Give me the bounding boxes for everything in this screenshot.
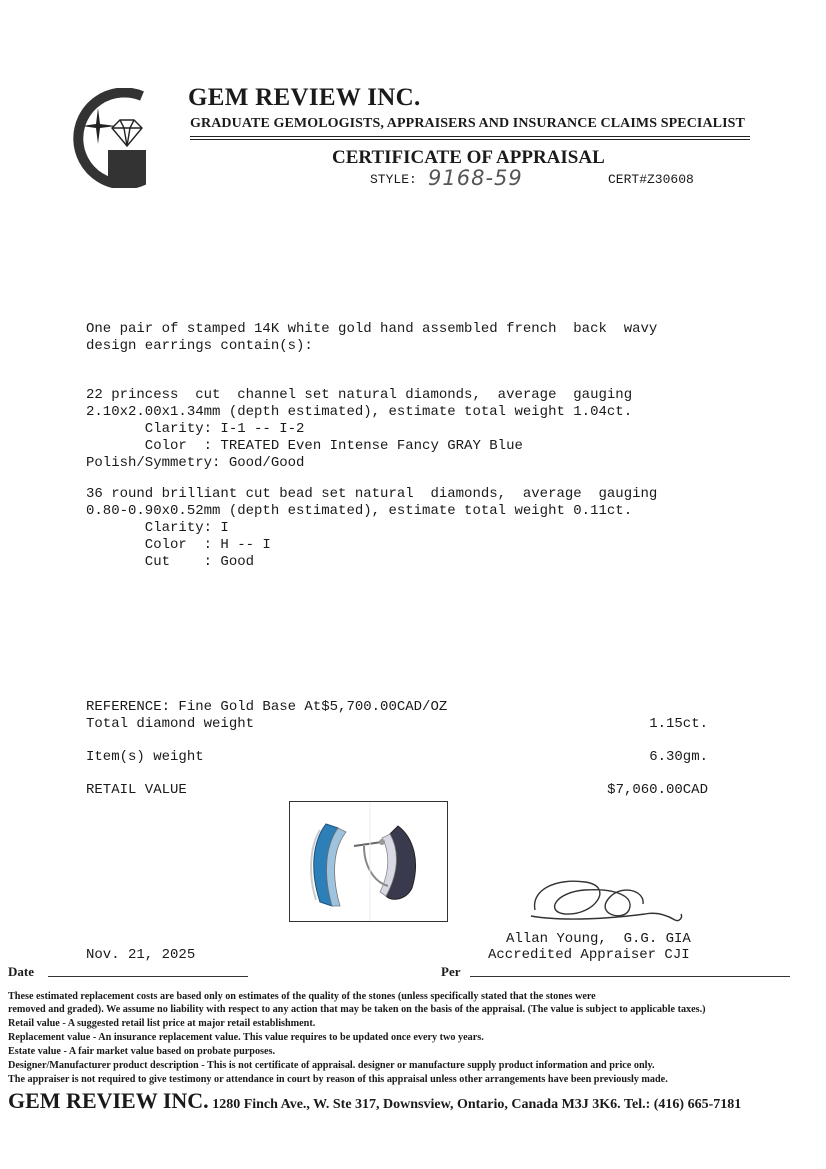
disclaimer-line: removed and graded). We assume no liability with respect to any action that may be taken on the basis of the appraisal. (The value is subject to applicable taxes.): [8, 1004, 706, 1015]
appraiser-name: Allan Young, G.G. GIA: [506, 931, 691, 947]
header-rule-top: [190, 136, 750, 137]
footer-brand: GEM REVIEW INC.: [8, 1088, 209, 1113]
style-label: STYLE:: [370, 172, 417, 187]
stone-group-princess: [86, 387, 632, 472]
earrings-photo: [289, 801, 448, 922]
certificate-title: CERTIFICATE OF APPRAISAL: [332, 147, 605, 168]
stone-line: 2.10x2.00x1.34mm (depth estimated), estimate total weight 1.04ct.: [86, 404, 633, 420]
reference-line: REFERENCE: Fine Gold Base At$5,700.00CAD/OZ: [86, 699, 448, 715]
header-rule-bottom: [190, 139, 750, 140]
stone-line: 0.80-0.90x0.52mm (depth estimated), estimate total weight 0.11ct.: [86, 503, 633, 519]
appraiser-title: Accredited Appraiser CJI: [488, 947, 690, 963]
disclaimer-line: Estate value - A fair market value based on probate purposes.: [8, 1046, 276, 1057]
footer-brand-line: [8, 1088, 741, 1114]
stone-line: Color : H -- I: [86, 537, 271, 553]
appraisal-date: Nov. 21, 2025: [86, 947, 196, 963]
company-name: GEM REVIEW INC.: [188, 84, 421, 111]
retail-value: $7,060.00CAD: [607, 782, 708, 798]
gem-review-logo: [62, 88, 154, 188]
per-underline: [470, 976, 790, 977]
item-weight-label: Item(s) weight: [86, 749, 204, 765]
appraiser-signature: [525, 870, 685, 932]
company-tagline: GRADUATE GEMOLOGISTS, APPRAISERS AND INSURANCE CLAIMS SPECIALIST: [190, 116, 745, 131]
stone-line: Color : TREATED Even Intense Fancy GRAY Blue: [86, 438, 523, 454]
footer-address: 1280 Finch Ave., W. Ste 317, Downsview, Ontario, Canada M3J 3K6. Tel.: (416) 665-7181: [208, 1097, 742, 1112]
total-diamond-value: 1.15ct.: [649, 716, 708, 732]
stone-line: Polish/Symmetry: Good/Good: [86, 455, 305, 471]
stone-line: Clarity: I-1 -- I-2: [86, 421, 305, 437]
stone-line: 36 round brilliant cut bead set natural diamonds, average gauging: [86, 486, 658, 502]
retail-value-label: RETAIL VALUE: [86, 782, 187, 798]
stone-group-round: [86, 486, 657, 571]
description-line: design earrings contain(s):: [86, 338, 313, 354]
disclaimer-line: Replacement value - An insurance replacement value. This value requires to be updated once every two years.: [8, 1032, 484, 1043]
description-line: One pair of stamped 14K white gold hand assembled french back wavy: [86, 321, 658, 337]
disclaimer-line: Designer/Manufacturer product description - This is not certificate of appraisal. designer or manufacture supply product information and price only.: [8, 1060, 655, 1071]
stone-line: 22 princess cut channel set natural diamonds, average gauging: [86, 387, 633, 403]
disclaimer-line: The appraiser is not required to give testimony or attendance in court by reason of this appraisal unless other arrangements have been previously made.: [8, 1074, 668, 1085]
certificate-number: CERT#Z30608: [608, 172, 694, 187]
date-underline: [48, 976, 248, 977]
item-weight-value: 6.30gm.: [649, 749, 708, 765]
style-value-handwritten: 9168-59: [428, 166, 523, 190]
per-label: Per: [441, 964, 461, 979]
total-diamond-label: Total diamond weight: [86, 716, 255, 732]
disclaimer-line: These estimated replacement costs are based only on estimates of the quality of the stones (unless specifically stated that the stones were: [8, 991, 596, 1002]
stone-line: Cut : Good: [86, 554, 255, 570]
item-description: [86, 321, 657, 355]
disclaimer-line: Retail value - A suggested retail list price at major retail establishment.: [8, 1018, 316, 1029]
stone-line: Clarity: I: [86, 520, 229, 536]
date-label: Date: [8, 964, 34, 979]
